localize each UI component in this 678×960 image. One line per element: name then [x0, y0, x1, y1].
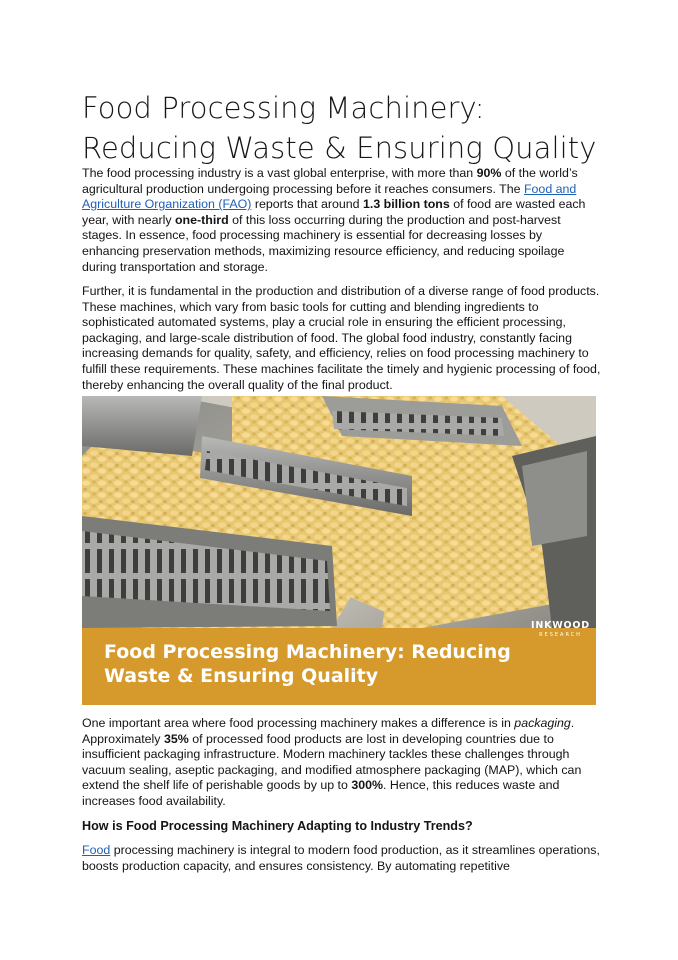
stat-one-third: one-third: [174, 212, 229, 227]
fao-link[interactable]: Food and Agriculture Organization (FAO): [82, 181, 577, 212]
text-run: of the world’s agricultural production undergoing processing before it reaches consumers. The: [82, 166, 578, 196]
text-run: of processed food products are lost in developing countries due to insufficient packaging infrastructure. Modern machinery tackles these challenges through vacuum sealing, aseptic packaging, and modified atmosphere packaging (MAP), which can extend the shelf life of perishable goods by up to: [82, 731, 582, 793]
text-run: of food are wasted each year, with nearly: [82, 197, 586, 227]
text-run: . Hence, this reduces waste and increases food availability.: [82, 778, 560, 808]
inkwood-logo: [531, 620, 590, 638]
section-heading: How is Food Processing Machinery Adapting to Industry Trends?: [82, 819, 473, 833]
trends-paragraph: [82, 843, 602, 874]
stat-300-percent: 300%: [351, 778, 384, 793]
text-run: . Approximately: [82, 716, 575, 746]
text-run: processing machinery is integral to modern food production, as it streamlines operations, boosts production capacity, and ensures consistency. By automating repetitive: [82, 843, 600, 873]
article-hero-image: [82, 396, 596, 705]
brand-subtitle: RESEARCH: [539, 632, 582, 638]
banner-title: Food Processing Machinery: Reducing Waste & Ensuring Quality: [104, 641, 511, 687]
packaging-paragraph: [82, 716, 602, 810]
brand-name: INKWOOD: [531, 620, 590, 631]
page-title: Food Processing Machinery: Reducing Waste & Ensuring Quality: [82, 91, 597, 165]
text-run: reports that around: [251, 197, 363, 212]
stat-35-percent: 35%: [163, 731, 189, 746]
second-paragraph: Further, it is fundamental in the production and distribution of a diverse range of food products. These machines, which vary from basic tools for cutting and blending ingredients to sophisticated automated systems, play a crucial role in ensuring the efficient processing, packaging, and large-scale distribution of food. The global food industry, constantly facing increasing demands for quality, safety, and efficiency, relies on food processing machinery to fulfill these requirements. These machines facilitate the timely and hygienic processing of food, thereby enhancing the overall quality of the final product.: [82, 284, 601, 392]
image-caption-banner: [82, 628, 596, 705]
stat-90-percent: 90%: [476, 166, 502, 180]
text-run: The food processing industry is a vast global enterprise, with more than: [82, 166, 477, 180]
packaging-emphasis: packaging: [514, 716, 571, 730]
food-link[interactable]: Food: [82, 843, 111, 857]
stat-1-3-billion-tons: 1.3 billion tons: [363, 197, 450, 212]
intro-paragraph: [82, 166, 602, 275]
text-run: One important area where food processing machinery makes a difference is in: [82, 716, 515, 730]
text-run: of this loss occurring during the production and post-harvest stages. In essence, food processing machinery is essential for decreasing losses by enhancing preservation methods, maximizing resource efficiency, and reducing spoilage during transportation and storage.: [82, 212, 565, 274]
